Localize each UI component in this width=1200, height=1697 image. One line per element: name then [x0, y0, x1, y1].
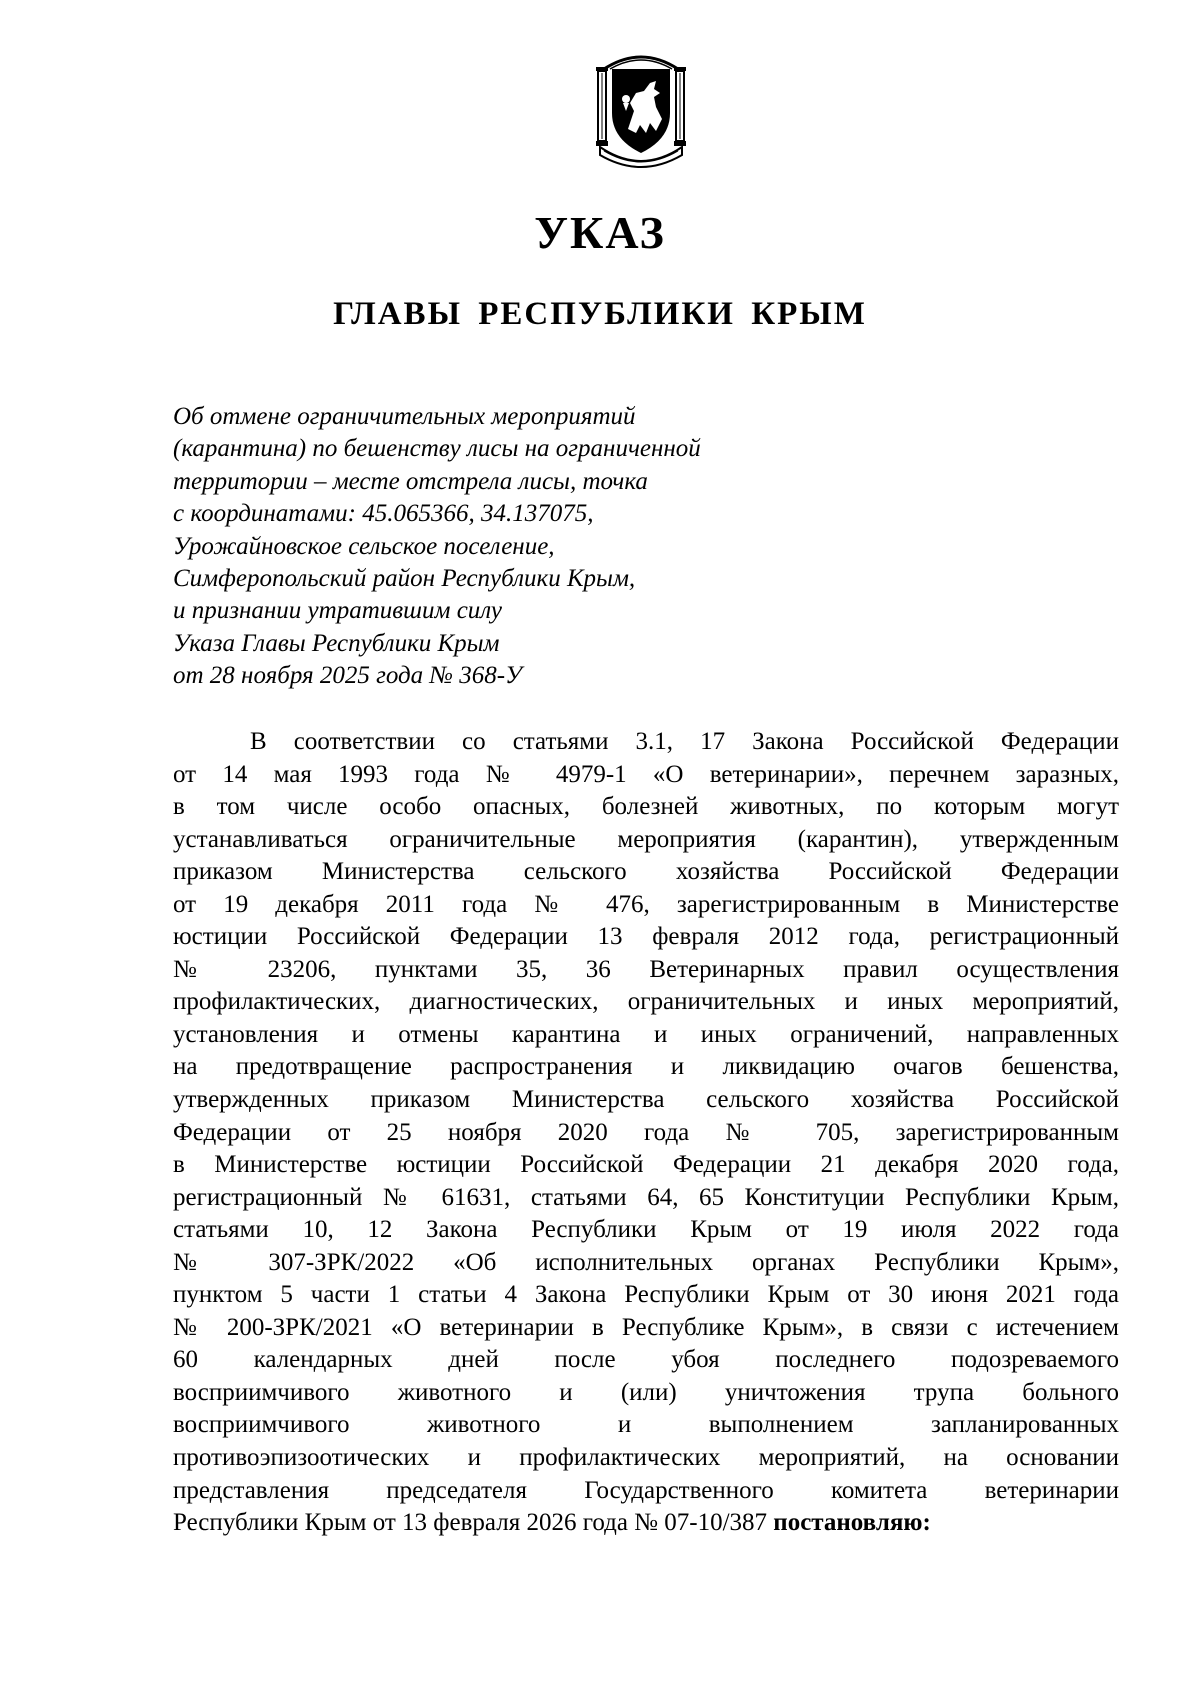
- body-line: № 200-ЗРК/2021 «О ветеринарии в Республике Крым», в связи с истечением: [173, 1313, 1119, 1341]
- body-line: установления и отмены карантина и иных ограничений, направленных: [173, 1020, 1119, 1048]
- body-last-line-text: Республики Крым от 13 февраля 2026 года № 07-10/387: [173, 1509, 768, 1537]
- body-line: В соответствии со статьями 3.1, 17 Закона Российской Федерации: [250, 728, 1119, 755]
- heading-line: от 28 ноября 2025 года № 368-У: [173, 662, 522, 690]
- body-line: статьями 10, 12 Закона Республики Крым от 19 июля 2022 года: [173, 1216, 1119, 1244]
- body-line: восприимчивого животного и выполнением запланированных: [173, 1411, 1119, 1439]
- body-line: приказом Министерства сельского хозяйства Российской Федерации: [173, 858, 1119, 886]
- body-line: устанавливаться ограничительные мероприятия (карантин), утвержденным: [173, 825, 1119, 853]
- heading-line: (карантина) по бешенству лисы на ограниченной: [173, 435, 701, 463]
- document-subtitle: ГЛАВЫ РЕСПУБЛИКИ КРЫМ: [333, 296, 867, 332]
- heading-line: Симферопольский район Республики Крым,: [173, 565, 636, 593]
- body-line: 60 календарных дней после убоя последнего подозреваемого: [173, 1346, 1119, 1374]
- body-line: Федерации от 25 ноября 2020 года № 705, зарегистрированным: [173, 1118, 1119, 1146]
- body-line: профилактических, диагностических, ограничительных и иных мероприятий,: [173, 988, 1119, 1016]
- coat-of-arms-icon: [590, 47, 692, 175]
- decree-word: постановляю:: [773, 1509, 931, 1537]
- body-line: юстиции Российской Федерации 13 февраля 2012 года, регистрационный: [173, 923, 1119, 951]
- body-line: противоэпизоотических и профилактических мероприятий, на основании: [173, 1444, 1119, 1472]
- body-line: восприимчивого животного и (или) уничтожения трупа больного: [173, 1378, 1119, 1406]
- body-line: представления председателя Государственного комитета ветеринарии: [173, 1476, 1119, 1504]
- body-line: от 19 декабря 2011 года № 476, зарегистрированным в Министерстве: [173, 890, 1119, 918]
- document-title: УКАЗ: [534, 207, 666, 258]
- body-last-line: [173, 1507, 1119, 1540]
- document-heading: [173, 401, 793, 693]
- body-line: на предотвращение распространения и ликвидацию очагов бешенства,: [173, 1053, 1119, 1081]
- body-line: в Министерстве юстиции Российской Федерации 21 декабря 2020 года,: [173, 1151, 1119, 1179]
- body-line: утвержденных приказом Министерства сельского хозяйства Российской: [173, 1086, 1119, 1114]
- document-body: [173, 726, 1119, 1540]
- body-line: № 307-ЗРК/2022 «Об исполнительных органах Республики Крым»,: [173, 1248, 1119, 1276]
- heading-line: территории – месте отстрела лисы, точка: [173, 467, 648, 495]
- body-line: регистрационный № 61631, статьями 64, 65 Конституции Республики Крым,: [173, 1183, 1119, 1211]
- heading-line: Указа Главы Республики Крым: [173, 629, 500, 657]
- body-line: № 23206, пунктами 35, 36 Ветеринарных правил осуществления: [173, 955, 1119, 983]
- body-line: в том числе особо опасных, болезней животных, по которым могут: [173, 793, 1119, 821]
- body-line: пунктом 5 части 1 статьи 4 Закона Республики Крым от 30 июня 2021 года: [173, 1281, 1119, 1309]
- heading-line: с координатами: 45.065366, 34.137075,: [173, 500, 594, 528]
- heading-line: Об отмене ограничительных мероприятий: [173, 403, 636, 430]
- heading-line: и признании утратившим силу: [173, 597, 502, 625]
- body-line: от 14 мая 1993 года № 4979-1 «О ветеринарии», перечнем заразных,: [173, 760, 1119, 788]
- heading-line: Урожайновское сельское поселение,: [173, 532, 555, 560]
